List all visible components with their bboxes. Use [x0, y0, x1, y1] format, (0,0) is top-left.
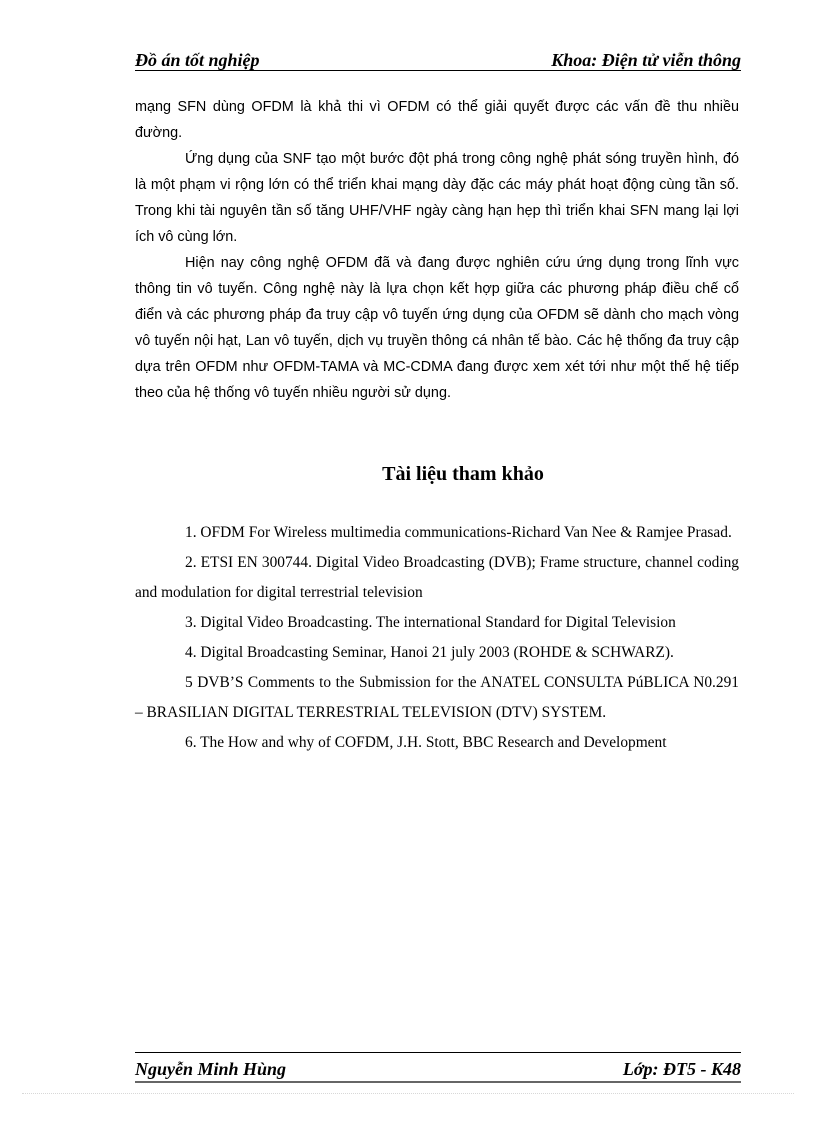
- header-left-title: Đồ án tốt nghiệp: [135, 50, 260, 70]
- body-paragraph: mạng SFN dùng OFDM là khả thi vì OFDM có thể giải quyết được các vấn đề thu nhiều đường.: [135, 99, 739, 141]
- references-list: [135, 518, 739, 758]
- reference-item: 4. Digital Broadcasting Seminar, Hanoi 21 july 2003 (ROHDE & SCHWARZ).: [185, 644, 674, 661]
- body-paragraph: Hiện nay công nghệ OFDM đã và đang được nghiên cứu ứng dụng trong lĩnh vực thông tin vô tuyến. Công nghệ này là lựa chọn kết hợp giữa các phương pháp điều chế cổ điển và các phương pháp đa truy cập vô tuyến ứng dụng của OFDM sẽ dành cho mạch vòng vô tuyến nội hạt, Lan vô tuyến, dịch vụ truyền thông cá nhân tế bào. Các hệ thống đa truy cập dựa trên OFDM như OFDM-TAMA và MC-CDMA đang được xem xét tới như một thế hệ tiếp theo của hệ thống vô tuyến nhiều người sử dụng.: [135, 255, 739, 401]
- reference-item: 5 DVB’S Comments to the Submission for the ANATEL CONSULTA PúBLICA N0.291 – BRASILIAN DIGITAL TERRESTRIAL TELEVISION (DTV) SYSTEM.: [135, 674, 739, 721]
- footer-class: Lớp: ĐT5 - K48: [622, 1059, 741, 1079]
- page-header: [135, 48, 741, 71]
- page-edge-divider: [22, 1093, 794, 1094]
- page-footer: [135, 1052, 741, 1079]
- reference-item: 6. The How and why of COFDM, J.H. Stott, BBC Research and Development: [185, 734, 667, 751]
- body-paragraph: Ứng dụng của SNF tạo một bước đột phá trong công nghệ phát sóng truyền hình, đó là một phạm vi rộng lớn có thể triển khai mạng dày đặc các máy phát hoạt động cùng tần số. Trong khi tài nguyên tần số tăng UHF/VHF ngày càng hạn hẹp thì triển khai SFN mang lại lợi ích vô cùng lớn.: [135, 151, 739, 245]
- references-heading: Tài liệu tham khảo: [382, 463, 544, 485]
- footer-author: Nguyễn Minh Hùng: [135, 1059, 287, 1079]
- reference-item: 3. Digital Video Broadcasting. The international Standard for Digital Television: [185, 614, 676, 631]
- header-right-title: Khoa: Điện tử viễn thông: [551, 50, 741, 70]
- reference-item: 1. OFDM For Wireless multimedia communications-Richard Van Nee & Ramjee Prasad.: [185, 524, 732, 541]
- reference-item: 2. ETSI EN 300744. Digital Video Broadcasting (DVB); Frame structure, channel coding and modulation for digital terrestrial television: [135, 554, 739, 601]
- body-text: [135, 94, 739, 406]
- footer-rule: [135, 1081, 741, 1083]
